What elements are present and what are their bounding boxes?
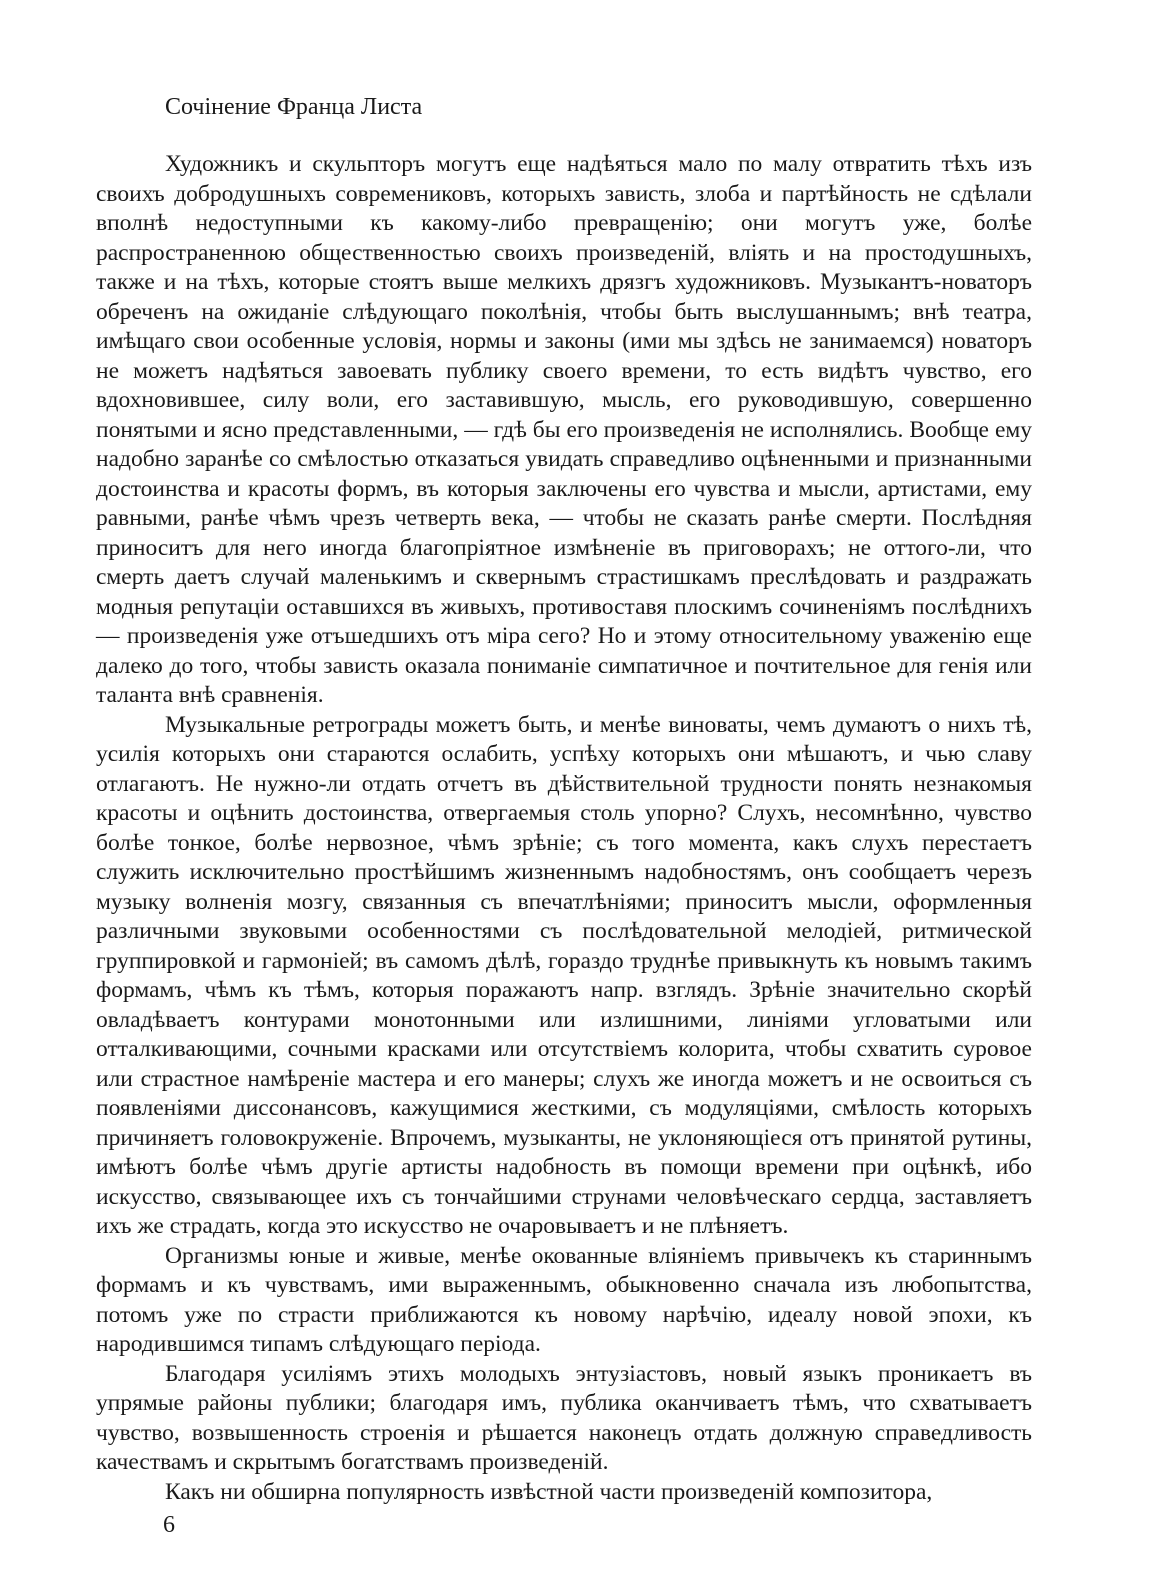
running-head: Сочінение Франца Листа: [165, 94, 423, 120]
paragraph: Организмы юные и живые, менѣе окованные вліяніемъ привычекъ къ стариннымъ формамъ и къ чувствамъ, ими выраженнымъ, обыкновенно сначала изъ любопытства, потомъ уже по страсти приближаются къ новому нарѣчію, идеалу новой эпохи, къ народившимся типамъ слѣдующаго періода.: [96, 1242, 1032, 1357]
body-text: [96, 150, 1032, 1507]
paragraph: Художникъ и скульпторъ могутъ еще надѣяться мало по малу отвратить тѣхъ изъ своихъ добродушныхъ современиковъ, которыхъ зависть, злоба и партѣйность не сдѣлали вполнѣ недоступными къ какому-либо превращенію; они могутъ уже, болѣе распространенною общественностью своихъ произведеній, вліять и на простодушныхъ, также и на тѣхъ, которые стоятъ выше мелкихъ дрязгъ художниковъ. Музыкантъ-новаторъ обреченъ на ожиданіе слѣдующаго поколѣнія, чтобы быть выслушаннымъ; внѣ театра, имѣщаго свои особенные условія, нормы и законы (ими мы здѣсь не занимаемся) новаторъ не можетъ надѣяться завоевать публику своего времени, то есть видѣтъ чувство, его вдохновившее, силу воли, его заставившую, мысль, его руководившую, совершенно понятыми и ясно представленными, — гдѣ бы его произведенія не исполнялись. Вообще ему надобно заранѣе со смѣлостью отказаться увидать справедливо оцѣненными и признанными достоинства и красоты формъ, въ которыя заключены его чувства и мысли, артистами, ему равными, ранѣе чѣмъ чрезъ четверть века, — чтобы не сказать ранѣе смерти. Послѣдняя приноситъ для него иногда благопріятное измѣненіе въ приговорахъ; не оттого-ли, что смерть даетъ случай маленькимъ и сквернымъ страстишкамъ преслѣдовать и раздражать модныя репутаціи оставшихся въ живыхъ, противоставя плоскимъ сочиненіямъ послѣднихъ — произведенія уже отъшедшихъ отъ міра сего? Но и этому относительному уваженію еще далеко до того, чтобы зависть оказала пониманіе симпатичное и почтительное для генія или таланта внѣ сравненія.: [96, 151, 1032, 708]
paragraph: Благодаря усиліямъ этихъ молодыхъ энтузіастовъ, новый языкъ проникаетъ въ упрямые районы публики; благодаря имъ, публика оканчиваетъ тѣмъ, что схватываетъ чувство, возвышенность строенія и рѣшается наконецъ отдать должную справедливость качествамъ и скрытымъ богатствамъ произведеній.: [96, 1360, 1032, 1475]
page-number: 6: [163, 1512, 175, 1538]
paragraph: Музыкальные ретрограды можетъ быть, и менѣе виноваты, чемъ думаютъ о нихъ тѣ, усилія которыхъ они стараются ослабить, успѣху которыхъ они мѣшаютъ, и чью славу отлагаютъ. Не нужно-ли отдать отчетъ въ дѣйствительной трудности понять незнакомыя красоты и оцѣнить достоинства, отвергаемыя столь упорно? Слухъ, несомнѣнно, чувство болѣе тонкое, болѣе нервозное, чѣмъ зрѣніе; съ того момента, какъ слухъ перестаетъ служить исключительно простѣйшимъ жизненнымъ надобностямъ, онъ сообщаетъ черезъ музыку волненія мозгу, связанныя съ впечатлѣніями; приноситъ мысли, оформленныя различными звуковыми особенностями съ послѣдовательной мелодіей, ритмической группировкой и гармоніей; въ самомъ дѣлѣ, гораздо труднѣе привыкнуть къ новымъ такимъ формамъ, чѣмъ къ тѣмъ, которыя поражаютъ напр. взглядъ. Зрѣніе значительно скорѣй овладѣваетъ контурами монотонными или излишними, линіями угловатыми или отталкивающими, сочными красками или отсутствіемъ колорита, чтобы схватить суровое или страстное намѣреніе мастера и его манеры; слухъ же иногда можетъ и не освоиться съ появленіями диссонансовъ, кажущимися жесткими, съ модуляціями, смѣлость которыхъ причиняетъ головокруженіе. Впрочемъ, музыканты, не уклоняющіеся отъ принятой рутины, имѣютъ болѣе чѣмъ другіе артисты надобность въ помощи времени при оцѣнкѣ, ибо искусство, связывающее ихъ съ тончайшими струнами человѣческаго сердца, заставляетъ ихъ же страдать, когда это искусство не очаровываетъ и не плѣняетъ.: [96, 711, 1032, 1239]
paragraph: Какъ ни обширна популярность извѣстной части произведеній композитора,: [165, 1478, 933, 1505]
